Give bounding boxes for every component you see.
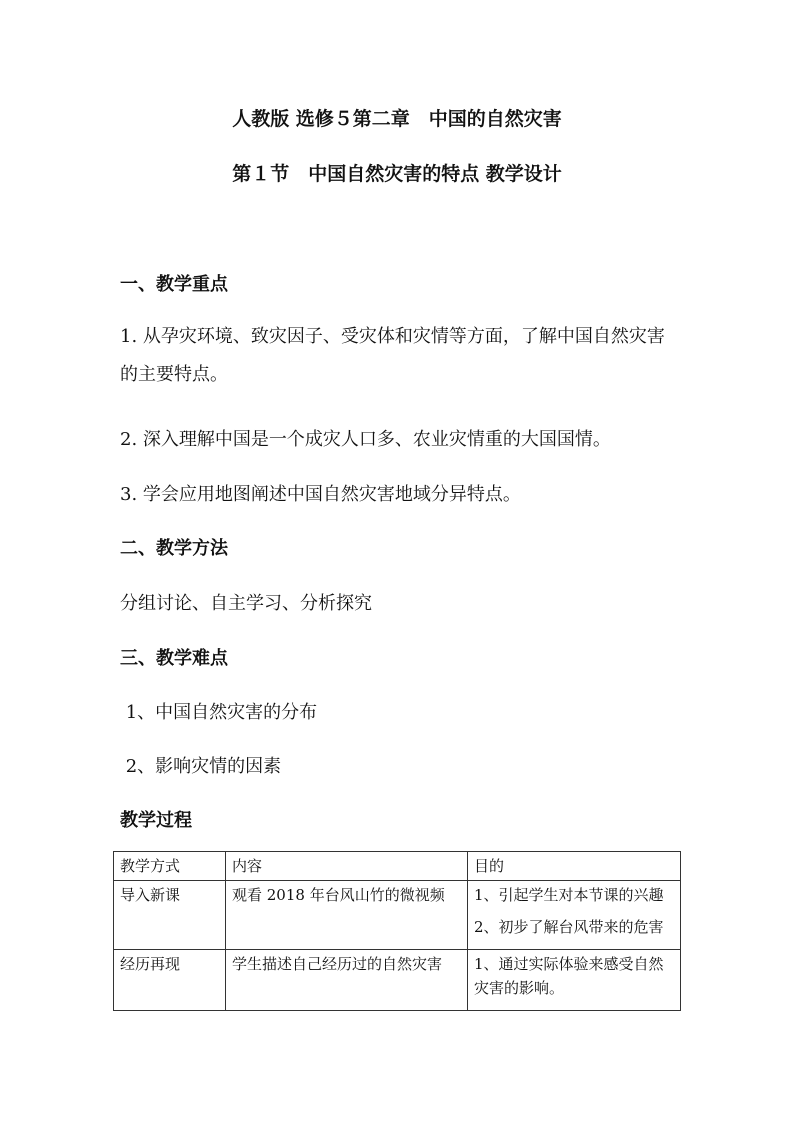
section-heading-difficulties: 三、教学难点 (120, 648, 228, 669)
header-cell-purpose: 目的 (468, 852, 681, 881)
cell-content: 观看 2018 年台风山竹的微视频 (226, 881, 468, 950)
purpose-item: 1、通过实际体验来感受自然灾害的影响。 (474, 955, 664, 997)
document-title: 人教版 选修５第二章 中国的自然灾害 (232, 108, 562, 130)
methods-text: 分组讨论、自主学习、分析探究 (120, 593, 372, 614)
difficulty-1: 1、中国自然灾害的分布 (120, 702, 318, 723)
header-cell-method: 教学方式 (114, 852, 226, 881)
purpose-item: 2、初步了解台风带来的危害 (474, 918, 664, 936)
cell-purpose (468, 881, 681, 950)
key-point-1: 1. 从孕灾环境、致灾因子、受灾体和灾情等方面，了解中国自然灾害的主要特点。 (120, 326, 665, 385)
purpose-item: 1、引起学生对本节课的兴趣 (474, 886, 664, 904)
cell-method: 导入新课 (114, 881, 226, 950)
difficulty-2: 2、影响灾情的因素 (120, 756, 282, 777)
key-point-2: 2. 深入理解中国是一个成灾人口多、农业灾情重的大国国情。 (120, 429, 611, 450)
cell-method: 经历再现 (114, 950, 226, 1011)
teaching-process-table (113, 851, 681, 1011)
section-heading-process: 教学过程 (120, 810, 192, 831)
table-header-row (114, 852, 681, 881)
header-cell-content: 内容 (226, 852, 468, 881)
document-subtitle: 第１节 中国自然灾害的特点 教学设计 (232, 163, 562, 185)
table-row (114, 881, 681, 950)
cell-content: 学生描述自己经历过的自然灾害 (226, 950, 468, 1011)
section-heading-methods: 二、教学方法 (120, 538, 228, 559)
cell-purpose (468, 950, 681, 1011)
key-point-3: 3. 学会应用地图阐述中国自然灾害地域分异特点。 (120, 484, 521, 505)
section-heading-key-points: 一、教学重点 (120, 274, 228, 295)
table-row (114, 950, 681, 1011)
